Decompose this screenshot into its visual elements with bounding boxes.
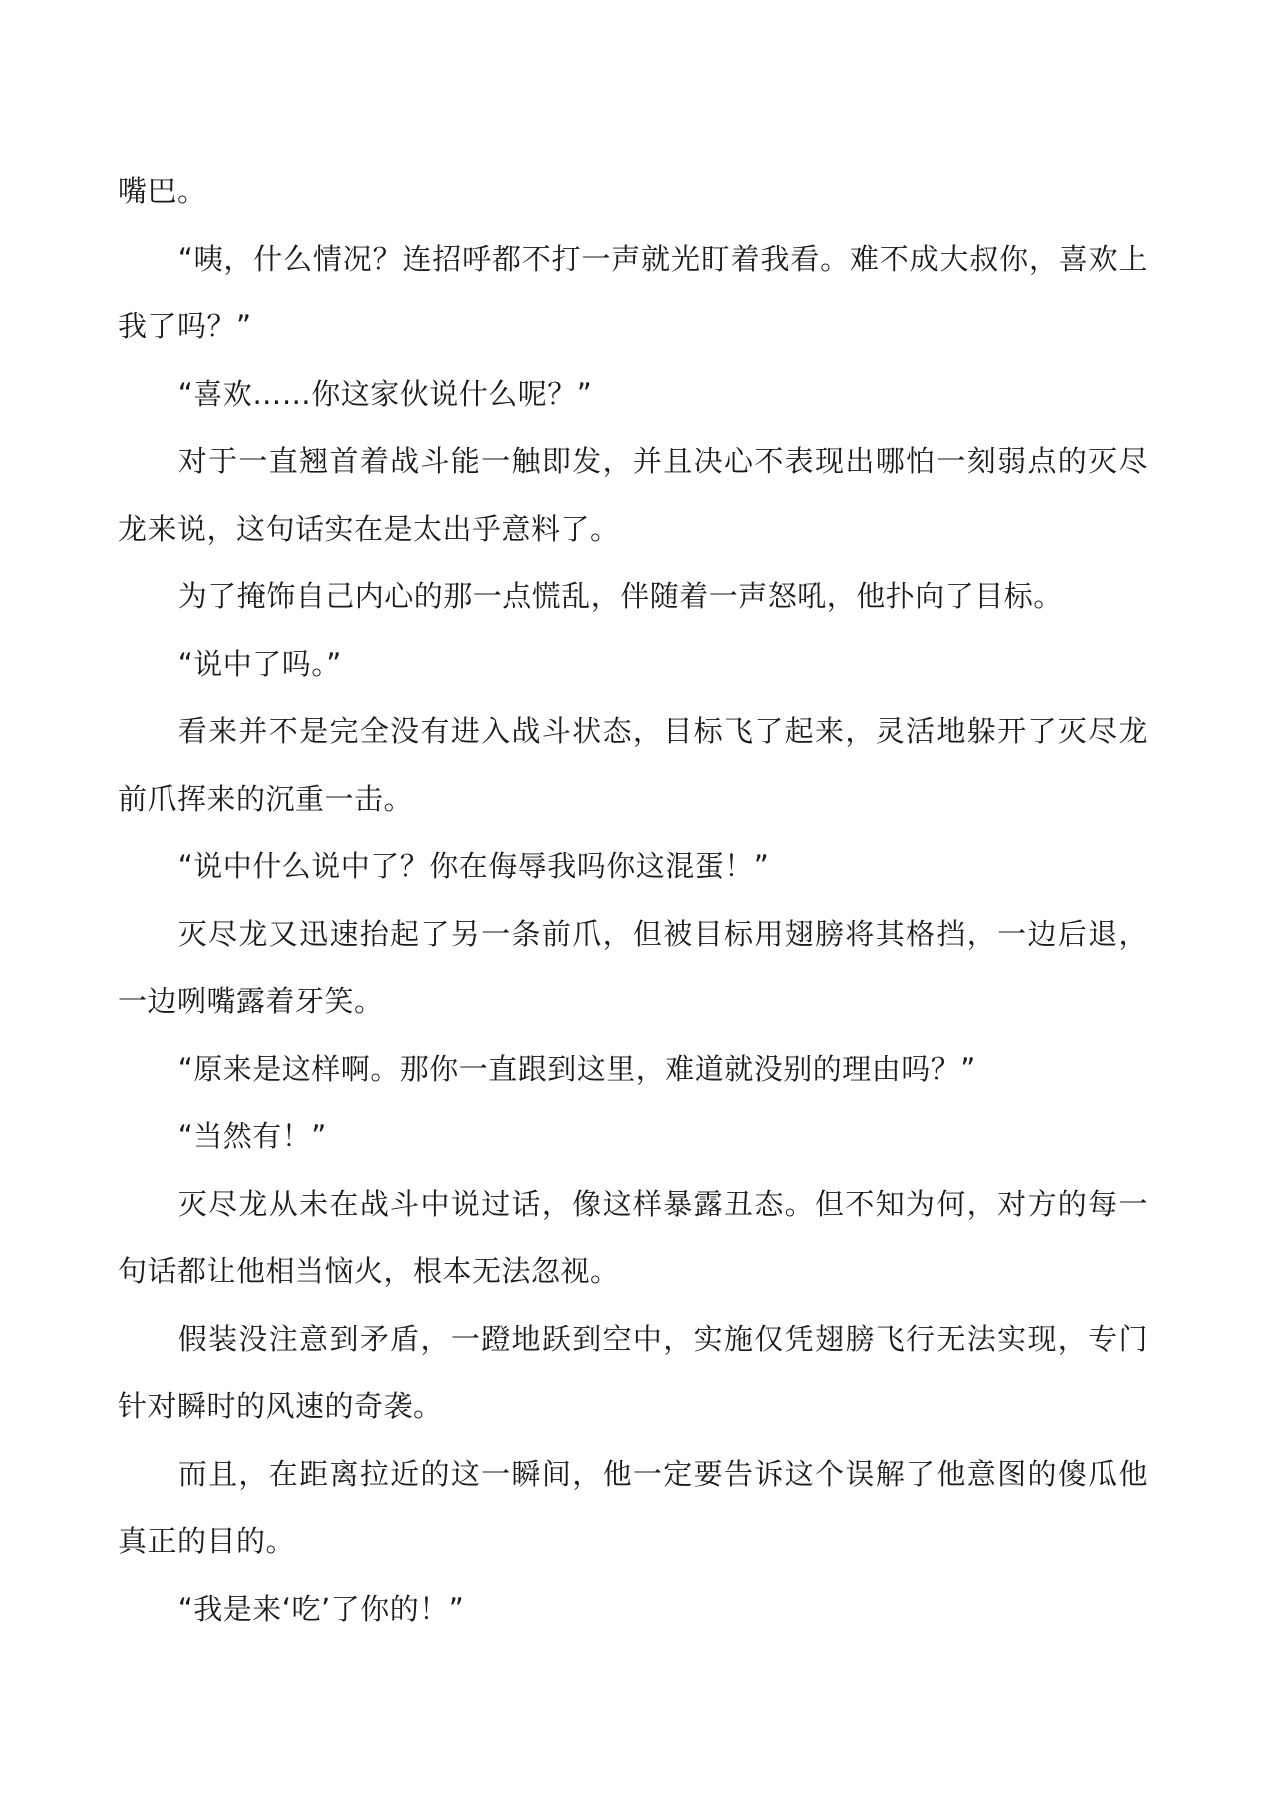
paragraph: 嘴巴。 xyxy=(118,174,207,208)
paragraph: 看来并不是完全没有进入战斗状态，目标飞了起来，灵活地躲开了灭尽龙前爪挥来的沉重一击。 xyxy=(118,714,1148,816)
paragraph: “说中什么说中了？你在侮辱我吗你这混蛋！” xyxy=(177,849,770,883)
paragraph: 为了掩饰自己内心的那一点慌乱，伴随着一声怒吼，他扑向了目标。 xyxy=(177,579,1063,613)
paragraph: 灭尽龙又迅速抬起了另一条前爪，但被目标用翅膀将其格挡，一边后退，一边咧嘴露着牙笑。 xyxy=(118,916,1148,1018)
paragraph: “咦，什么情况？连招呼都不打一声就光盯着我看。难不成大叔你，喜欢上我了吗？” xyxy=(118,241,1148,343)
text-body xyxy=(118,158,1148,1643)
paragraph: “当然有！” xyxy=(177,1119,327,1153)
paragraph: “原来是这样啊。那你一直跟到这里，难道就没别的理由吗？” xyxy=(177,1051,976,1086)
paragraph: “喜欢……你这家伙说什么呢？” xyxy=(177,376,593,411)
paragraph: “我是来‘吃’了你的！” xyxy=(177,1591,465,1626)
paragraph: 对于一直翘首着战斗能一触即发，并且决心不表现出哪怕一刻弱点的灭尽龙来说，这句话实在是太出乎意料了。 xyxy=(118,444,1148,546)
paragraph: 灭尽龙从未在战斗中说过话，像这样暴露丑态。但不知为何，对方的每一句话都让他相当恼火，根本无法忽视。 xyxy=(118,1186,1148,1288)
paragraph: 而且，在距离拉近的这一瞬间，他一定要告诉这个误解了他意图的傻瓜他真正的目的。 xyxy=(118,1456,1148,1558)
paragraph: 假装没注意到矛盾，一蹬地跃到空中，实施仅凭翅膀飞行无法实现，专门针对瞬时的风速的奇袭。 xyxy=(118,1321,1148,1423)
paragraph: “说中了吗。” xyxy=(177,646,342,681)
